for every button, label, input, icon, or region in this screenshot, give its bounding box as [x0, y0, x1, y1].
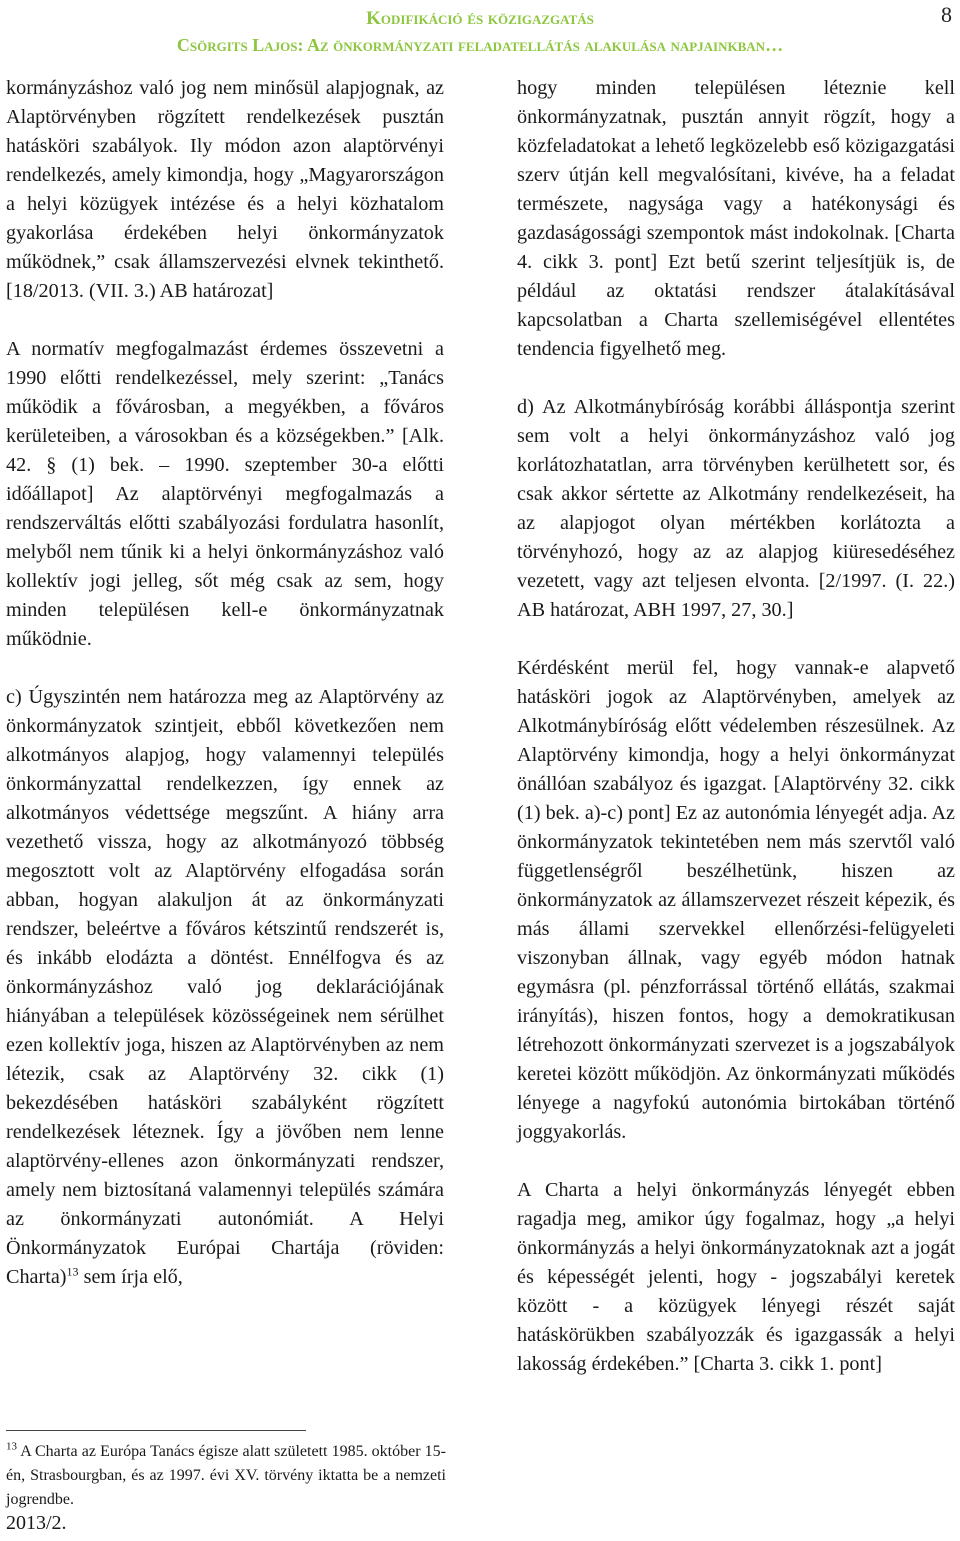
left-column: [6, 74, 444, 1292]
left-paragraph-2: A normatív megfogalmazást érdemes összevetni a 1990 előtti rendelkezéssel, mely szerint: „Tanács működik a fővárosban, a megyékben, a főváros kerületeiben, a városokban és a községekben.” [Alk. 42. § (1) bek. – 1990. szeptember 30-a előtti időállapot] Az alaptörvényi megfogalmazás a rendszerváltás előtti szabályozási fordulatra hasonlít, melyből nem tűnik ki a helyi önkormányzáshoz való kollektív jogi jelleg, sőt még csak az sem, hogy minden településen kell-e önkormányzatnak működnie.: [6, 338, 444, 650]
issue-label: 2013/2.: [6, 1512, 67, 1534]
right-paragraph-1: hogy minden településen léteznie kell önkormányzatnak, pusztán annyit rögzít, hogy a közfeladatokat a lehető legközelebb eső közigazgatási szerv útján kell megvalósítani, kivéve, ha a feladat természete, nagysága vagy a hatékonysági és gazdaságossági szempontok mást indokolnak. [Charta 4. cikk 3. pont] Ezt betű szerint teljesítjük is, de például az oktatási rendszer átalakításával kapcsolatban a Charta szellemiségével ellentétes tendencia figyelhető meg.: [517, 77, 955, 360]
left-paragraph-3-tail: sem írja elő,: [78, 1266, 183, 1288]
footnote-text: A Charta az Európa Tanács égisze alatt született 1985. október 15-én, Strasbourgban, és az 1997. évi XV. törvény iktatta be a nemzeti jogrendbe.: [6, 1443, 446, 1508]
footnote-divider: [6, 1430, 306, 1431]
running-header: [0, 6, 960, 58]
right-paragraph-4: A Charta a helyi önkormányzás lényegét ebben ragadja meg, amikor úgy fogalmaz, hogy „a helyi önkormányzás a helyi önkormányzatoknak azt a jogát és képességét jelenti, hogy - jogszabályi keretek között - a közügyek lényegi részét saját hatáskörükben szabályozzák és igazgassák a helyi lakosság érdekében.” [Charta 3. cikk 1. pont]: [517, 1179, 955, 1375]
left-paragraph-1: kormányzáshoz való jog nem minősül alapjognak, az Alaptörvényben rögzített rendelkezések pusztán hatásköri szabályok. Ily módon azon alaptörvényi rendelkezés, amely kimondja, hogy „Magyarországon a helyi közügyek intézése és a helyi közhatalom gyakorlása érdekében helyi önkormányzatok működnek,” csak államszervezési elvnek tekinthető. [18/2013. (VII. 3.) AB határozat]: [6, 77, 444, 302]
footnote-reference[interactable]: 13: [66, 1264, 79, 1279]
right-paragraph-3: Kérdésként merül fel, hogy vannak-e alapvető hatásköri jogok az Alaptörvényben, amelyek az Alkotmánybíróság előtt védelemben részesülnek. Az Alaptörvény kimondja, hogy a helyi önkormányzat önállóan szabályoz és igazgat. [Alaptörvény 32. cikk (1) bek. a)-c) pont] Ez az autonómia lényegét adja. Az önkormányzatok tekintetében nem más szervtől való függetlenségről beszélhetünk, hiszen az önkormányzatok az államszervezet részeit képezik, és más állami szervekkel ellenőrzési-felügyeleti viszonyban állnak, vagy egyéb módon hatnak egymásra (pl. pénzforrással történő ellátás, szakmai irányítás), hiszen fontos, hogy a demokratikusan létrehozott önkormányzati szervezet is a jogszabályok keretei között működjön. Az önkormányzati működés lényege a nagyfokú autonómia birtokában történő joggyakorlás.: [517, 657, 955, 1143]
left-paragraph-3-text: c) Úgyszintén nem határozza meg az Alaptörvény az önkormányzatok szintjeit, ebből következően nem alkotmányos alapjog, hogy valamennyi település önkormányzattal rendelkezzen, így ennek az alkotmányos védettsége megszűnt. A hiány arra vezethető vissza, hogy az alkotmányozó többség megosztott volt az Alaptörvény elfogadása során abban, hogyan alakuljon át az önkormányzati rendszer, beleértve a főváros kétszintű rendszerét is, és inkább elodázta a döntést. Ennélfogva és az önkormányzáshoz való jog deklarációjának hiányában a települések közösségeinek nem sérülhet ezen kollektív joga, hiszen az Alaptörvényben az nem létezik, csak az Alaptörvény 32. cikk (1) bekezdésében hatásköri szabályként rögzített rendelkezések léteznek. Így a jövőben nem lenne alaptörvény-ellenes azon önkormányzati rendszer, amely nem biztosítaná valamennyi település számára az önkormányzati autonómiát. A Helyi Önkormányzatok Európai Chartája (röviden: Charta): [6, 686, 444, 1288]
right-paragraph-2: d) Az Alkotmánybíróság korábbi álláspontja szerint sem volt a helyi önkormányzáshoz való jog korlátozhatatlan, arra törvényben kerülhetett sor, és csak akkor sértette az Alkotmány rendelkezéseit, ha az alapjogot olyan mértékben korlátozta a törvényhozó, hogy az az alapjog kiüresedéséhez vezetett, vagy azt teljesen elvonta. [2/1997. (I. 22.) AB határozat, ABH 1997, 27, 30.]: [517, 396, 955, 621]
article-title: Csörgits Lajos: Az önkormányzati feladatellátás alakulása napjainkban…: [176, 35, 784, 55]
journal-title: Kodifikáció és közigazgatás: [366, 8, 594, 29]
page-number: 8: [941, 2, 952, 27]
right-column: [517, 74, 955, 1408]
footnote: [6, 1440, 446, 1512]
left-paragraph-3: [6, 683, 444, 1292]
footnote-marker: 13: [6, 1440, 17, 1453]
